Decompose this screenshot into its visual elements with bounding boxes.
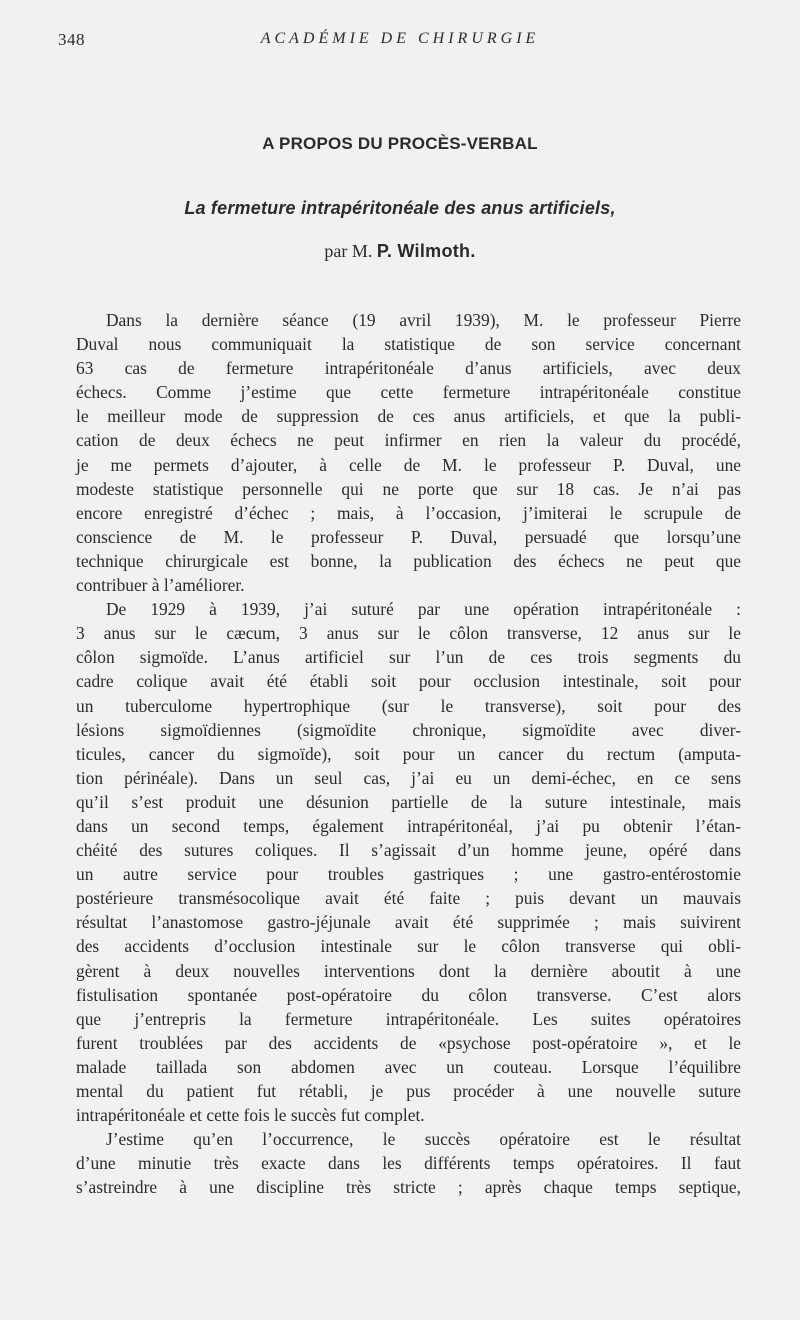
body-paragraph [76,308,741,597]
text-line: qu’il s’est produit une désunion partielle de la suture intestinale, mais [76,791,741,812]
text-line: encore enregistré d’échec ; mais, à l’occasion, j’imiterai le scrupule de [76,502,741,523]
text-line: conscience de M. le professeur P. Duval, persuadé que lorsqu’une [76,526,741,547]
running-head [58,30,742,54]
journal-title: ACADÉMIE DE CHIRURGIE [260,30,540,47]
text-line: 63 cas de fermeture intrapéritonéale d’anus artificiels, avec deux [76,358,741,379]
text-line: J’estime qu’en l’occurrence, le succès opératoire est le résultat [106,1129,741,1150]
text-line: côlon sigmoïde. L’anus artificiel sur l’un de ces trois segments du [76,647,741,668]
text-line: Duval nous communiquait la statistique de son service concernant [76,334,741,355]
article-title: La fermeture intrapéritonéale des anus artificiels, [184,198,616,218]
text-line: intrapéritonéale et cette fois le succès fut complet. [76,1105,425,1126]
text-line: malade taillada son abdomen avec un couteau. Lorsque l’équilibre [76,1056,741,1077]
text-line: cation de deux échecs ne peut infirmer en rien la valeur du procédé, [76,430,741,451]
text-line: le meilleur mode de suppression de ces anus artificiels, et que la publi- [76,406,741,427]
text-line: cadre colique avait été établi soit pour occlusion intestinale, soit pour [76,671,741,692]
text-line: un autre service pour troubles gastriques ; une gastro-entérostomie [76,864,741,885]
article-body [76,308,741,1199]
text-line: je me permets d’ajouter, à celle de M. le professeur P. Duval, une [76,454,741,475]
text-line: contribuer à l’améliorer. [76,575,245,596]
byline [0,241,800,262]
text-line: un tuberculome hypertrophique (sur le transverse), soit pour des [76,695,741,716]
text-line: d’une minutie très exacte dans les différents temps opératoires. Il faut [76,1153,741,1174]
text-line: échecs. Comme j’estime que cette fermeture intrapéritonéale constitue [76,382,741,403]
text-line: De 1929 à 1939, j’ai suturé par une opération intrapéritonéale : [106,599,741,620]
text-line: modeste statistique personnelle qui ne porte que sur 18 cas. Je n’ai pas [76,478,741,499]
body-paragraph [76,1127,741,1199]
byline-prefix: par M. [324,241,373,261]
text-line: furent troublées par des accidents de «psychose post-opératoire », et le [76,1032,741,1053]
text-line: que j’entrepris la fermeture intrapéritonéale. Les suites opératoires [76,1008,741,1029]
text-line: tion périnéale). Dans un seul cas, j’ai eu un demi-échec, en ce sens [76,767,741,788]
text-line: technique chirurgicale est bonne, la publication des échecs ne peut que [76,550,741,571]
text-line: postérieure transmésocolique avait été faite ; puis devant un mauvais [76,888,741,909]
text-line: s’astreindre à une discipline très stricte ; après chaque temps septique, [76,1177,741,1198]
text-line: ticules, cancer du sigmoïde), soit pour un cancer du rectum (amputa- [76,743,741,764]
text-line: chéité des sutures coliques. Il s’agissait d’un homme jeune, opéré dans [76,840,741,861]
text-line: gèrent à deux nouvelles interventions dont la dernière aboutit à une [76,960,741,981]
body-paragraph [76,597,741,1127]
text-line: lésions sigmoïdiennes (sigmoïdite chronique, sigmoïdite avec diver- [76,719,741,740]
text-line: dans un second temps, également intrapéritonéal, j’ai pu obtenir l’étan- [76,815,741,836]
author-name: P. Wilmoth. [376,241,476,261]
text-line: des accidents d’occlusion intestinale sur le côlon transverse qui obli- [76,936,741,957]
text-line: mental du patient fut rétabli, je pus procéder à une nouvelle suture [76,1081,741,1101]
text-line: 3 anus sur le cæcum, 3 anus sur le côlon transverse, 12 anus sur le [76,623,741,644]
section-title: A PROPOS DU PROCÈS-VERBAL [262,134,538,153]
text-line: Dans la dernière séance (19 avril 1939), M. le professeur Pierre [106,310,741,330]
page-number: 348 [58,30,85,49]
text-line: fistulisation spontanée post-opératoire du côlon transverse. C’est alors [76,984,741,1005]
text-line: résultat l’anastomose gastro-jéjunale avait été supprimée ; mais suivirent [76,912,741,933]
